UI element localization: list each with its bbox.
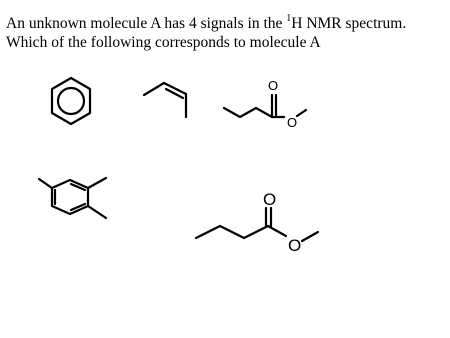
ester-bond-large — [268, 226, 286, 236]
ester-oxygen-label-large: O — [288, 236, 302, 255]
benzene-structure[interactable] — [44, 74, 98, 132]
alkyl-chain-large — [196, 226, 268, 238]
methyl-bond-left — [39, 179, 52, 188]
methoxy-bond-large — [302, 232, 318, 241]
bond-c1-c2 — [144, 83, 164, 95]
ester-oxygen-label: O — [287, 115, 298, 130]
ester-structure-small[interactable] — [222, 76, 308, 128]
methyl-bond-bottom — [88, 206, 106, 218]
question-text-part2: H NMR spectrum. Which of the following corresponds to molecule A — [6, 15, 407, 51]
xylene-ring — [52, 180, 88, 214]
carbonyl-oxygen-label: O — [268, 78, 279, 93]
methyl-bond-top — [88, 178, 106, 188]
nmr-superscript: 1 — [286, 12, 292, 24]
aromatic-circle — [58, 88, 84, 114]
ortho-xylene-structure[interactable] — [36, 172, 112, 224]
alkyl-chain — [224, 108, 272, 117]
2-butene-structure[interactable] — [140, 80, 200, 124]
question-text-part1: An unknown molecule A has 4 signals in the — [6, 15, 287, 32]
question-text — [6, 14, 446, 52]
methoxy-bond — [297, 110, 306, 116]
ester-structure-large[interactable] — [192, 188, 322, 258]
carbonyl-oxygen-label-large: O — [263, 190, 277, 209]
